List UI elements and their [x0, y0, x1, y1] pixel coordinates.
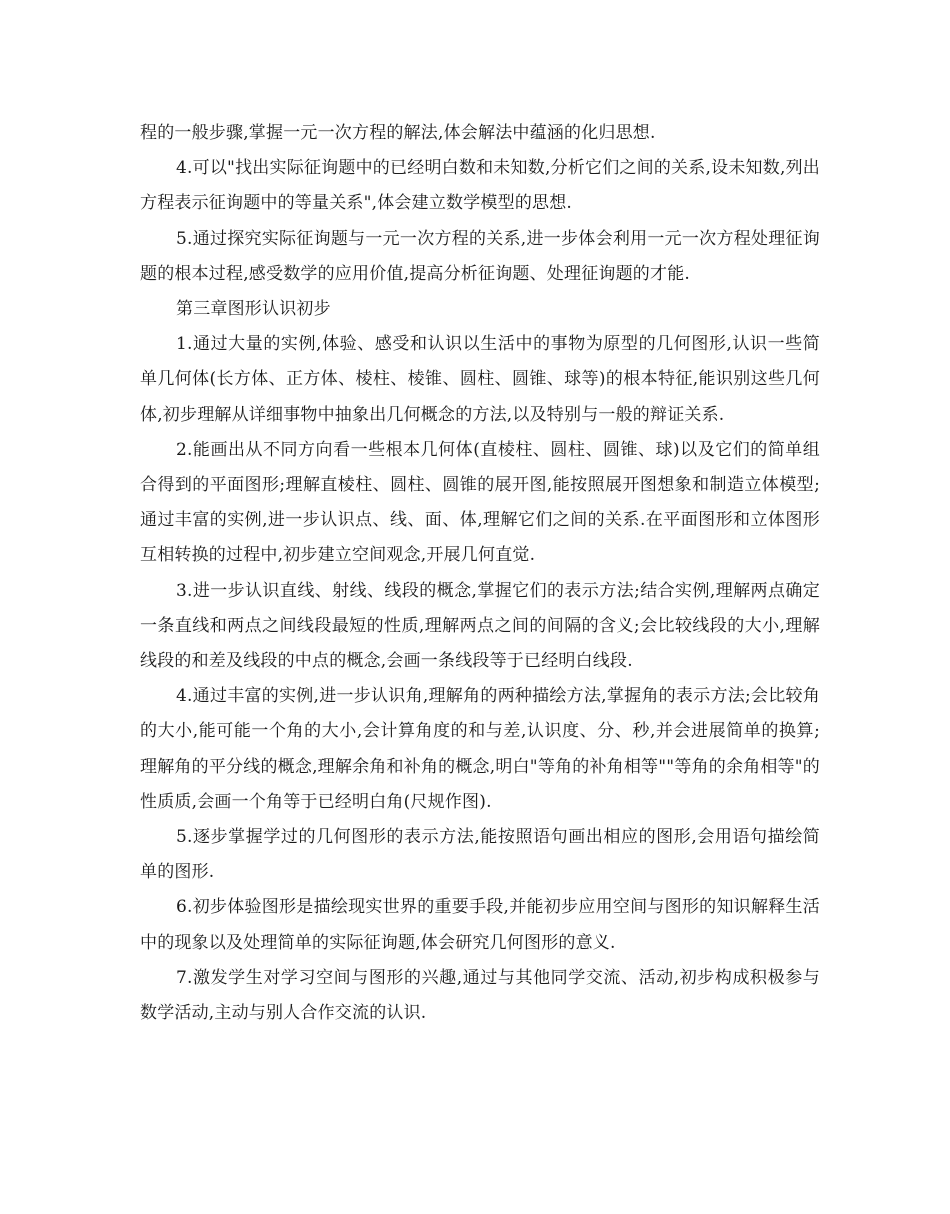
paragraph-item-5-application: 5.通过探究实际征询题与一元一次方程的关系,进一步体会利用一元一次方程处理征询题的根本过程,感受数学的应用价值,提高分析征询题、处理征询题的才能.	[140, 228, 820, 284]
paragraph-item-7-interest: 7.激发学生对学习空间与图形的兴趣,通过与其他同学交流、活动,初步构成积极参与数学活动,主动与别人合作交流的认识.	[140, 967, 820, 1024]
paragraph-item-5-representation: 5.逐步掌握学过的几何图形的表示方法,能按照语句画出相应的图形,会用语句描绘简单的图形.	[140, 827, 820, 883]
paragraph-item-4-modeling: 4.可以"找出实际征询题中的已经明白数和未知数,分析它们之间的关系,设未知数,列出方程表示征询题中的等量关系",体会建立数学模型的思想.	[140, 158, 820, 214]
paragraph-item-1-solids: 1.通过大量的实例,体验、感受和认识以生活中的事物为原型的几何图形,认识一些简单几何体(长方体、正方体、棱柱、棱锥、圆柱、圆锥、球等)的根本特征,能识别这些几何体,初步理解从详细事物中抽象出几何概念的方法,以及特别与一般的辩证关系.	[140, 334, 820, 425]
paragraph-continuation: 程的一般步骤,掌握一元一次方程的解法,体会解法中蕴涵的化归思想.	[140, 123, 656, 143]
paragraph-item-6-experience: 6.初步体验图形是描绘现实世界的重要手段,并能初步应用空间与图形的知识解释生活中的现象以及处理简单的实际征询题,体会研究几何图形的意义.	[140, 897, 820, 953]
paragraph-item-3-lines: 3.进一步认识直线、射线、线段的概念,掌握它们的表示方法;结合实例,理解两点确定一条直线和两点之间线段最短的性质,理解两点之间的间隔的含义;会比较线段的大小,理解线段的和差及线段的中点的概念,会画一条线段等于已经明白线段.	[140, 580, 820, 672]
paragraph-item-2-views: 2.能画出从不同方向看一些根本几何体(直棱柱、圆柱、圆锥、球)以及它们的简单组合得到的平面图形;理解直棱柱、圆柱、圆锥的展开图,能按照展开图想象和制造立体模型;通过丰富的实例,进一步认识点、线、面、体,理解它们之间的关系.在平面图形和立体图形互相转换的过程中,初步建立空间观念,开展几何直觉.	[140, 439, 820, 566]
document-body	[140, 116, 820, 1031]
paragraph-item-4-angles: 4.通过丰富的实例,进一步认识角,理解角的两种描绘方法,掌握角的表示方法;会比较角的大小,能可能一个角的大小,会计算角度的和与差,认识度、分、秒,并会进展简单的换算;理解角的平分线的概念,理解余角和补角的概念,明白"等角的补角相等""等角的余角相等"的性质质,会画一个角等于已经明白角(尺规作图).	[140, 686, 820, 812]
chapter-heading: 第三章图形认识初步	[176, 299, 331, 320]
